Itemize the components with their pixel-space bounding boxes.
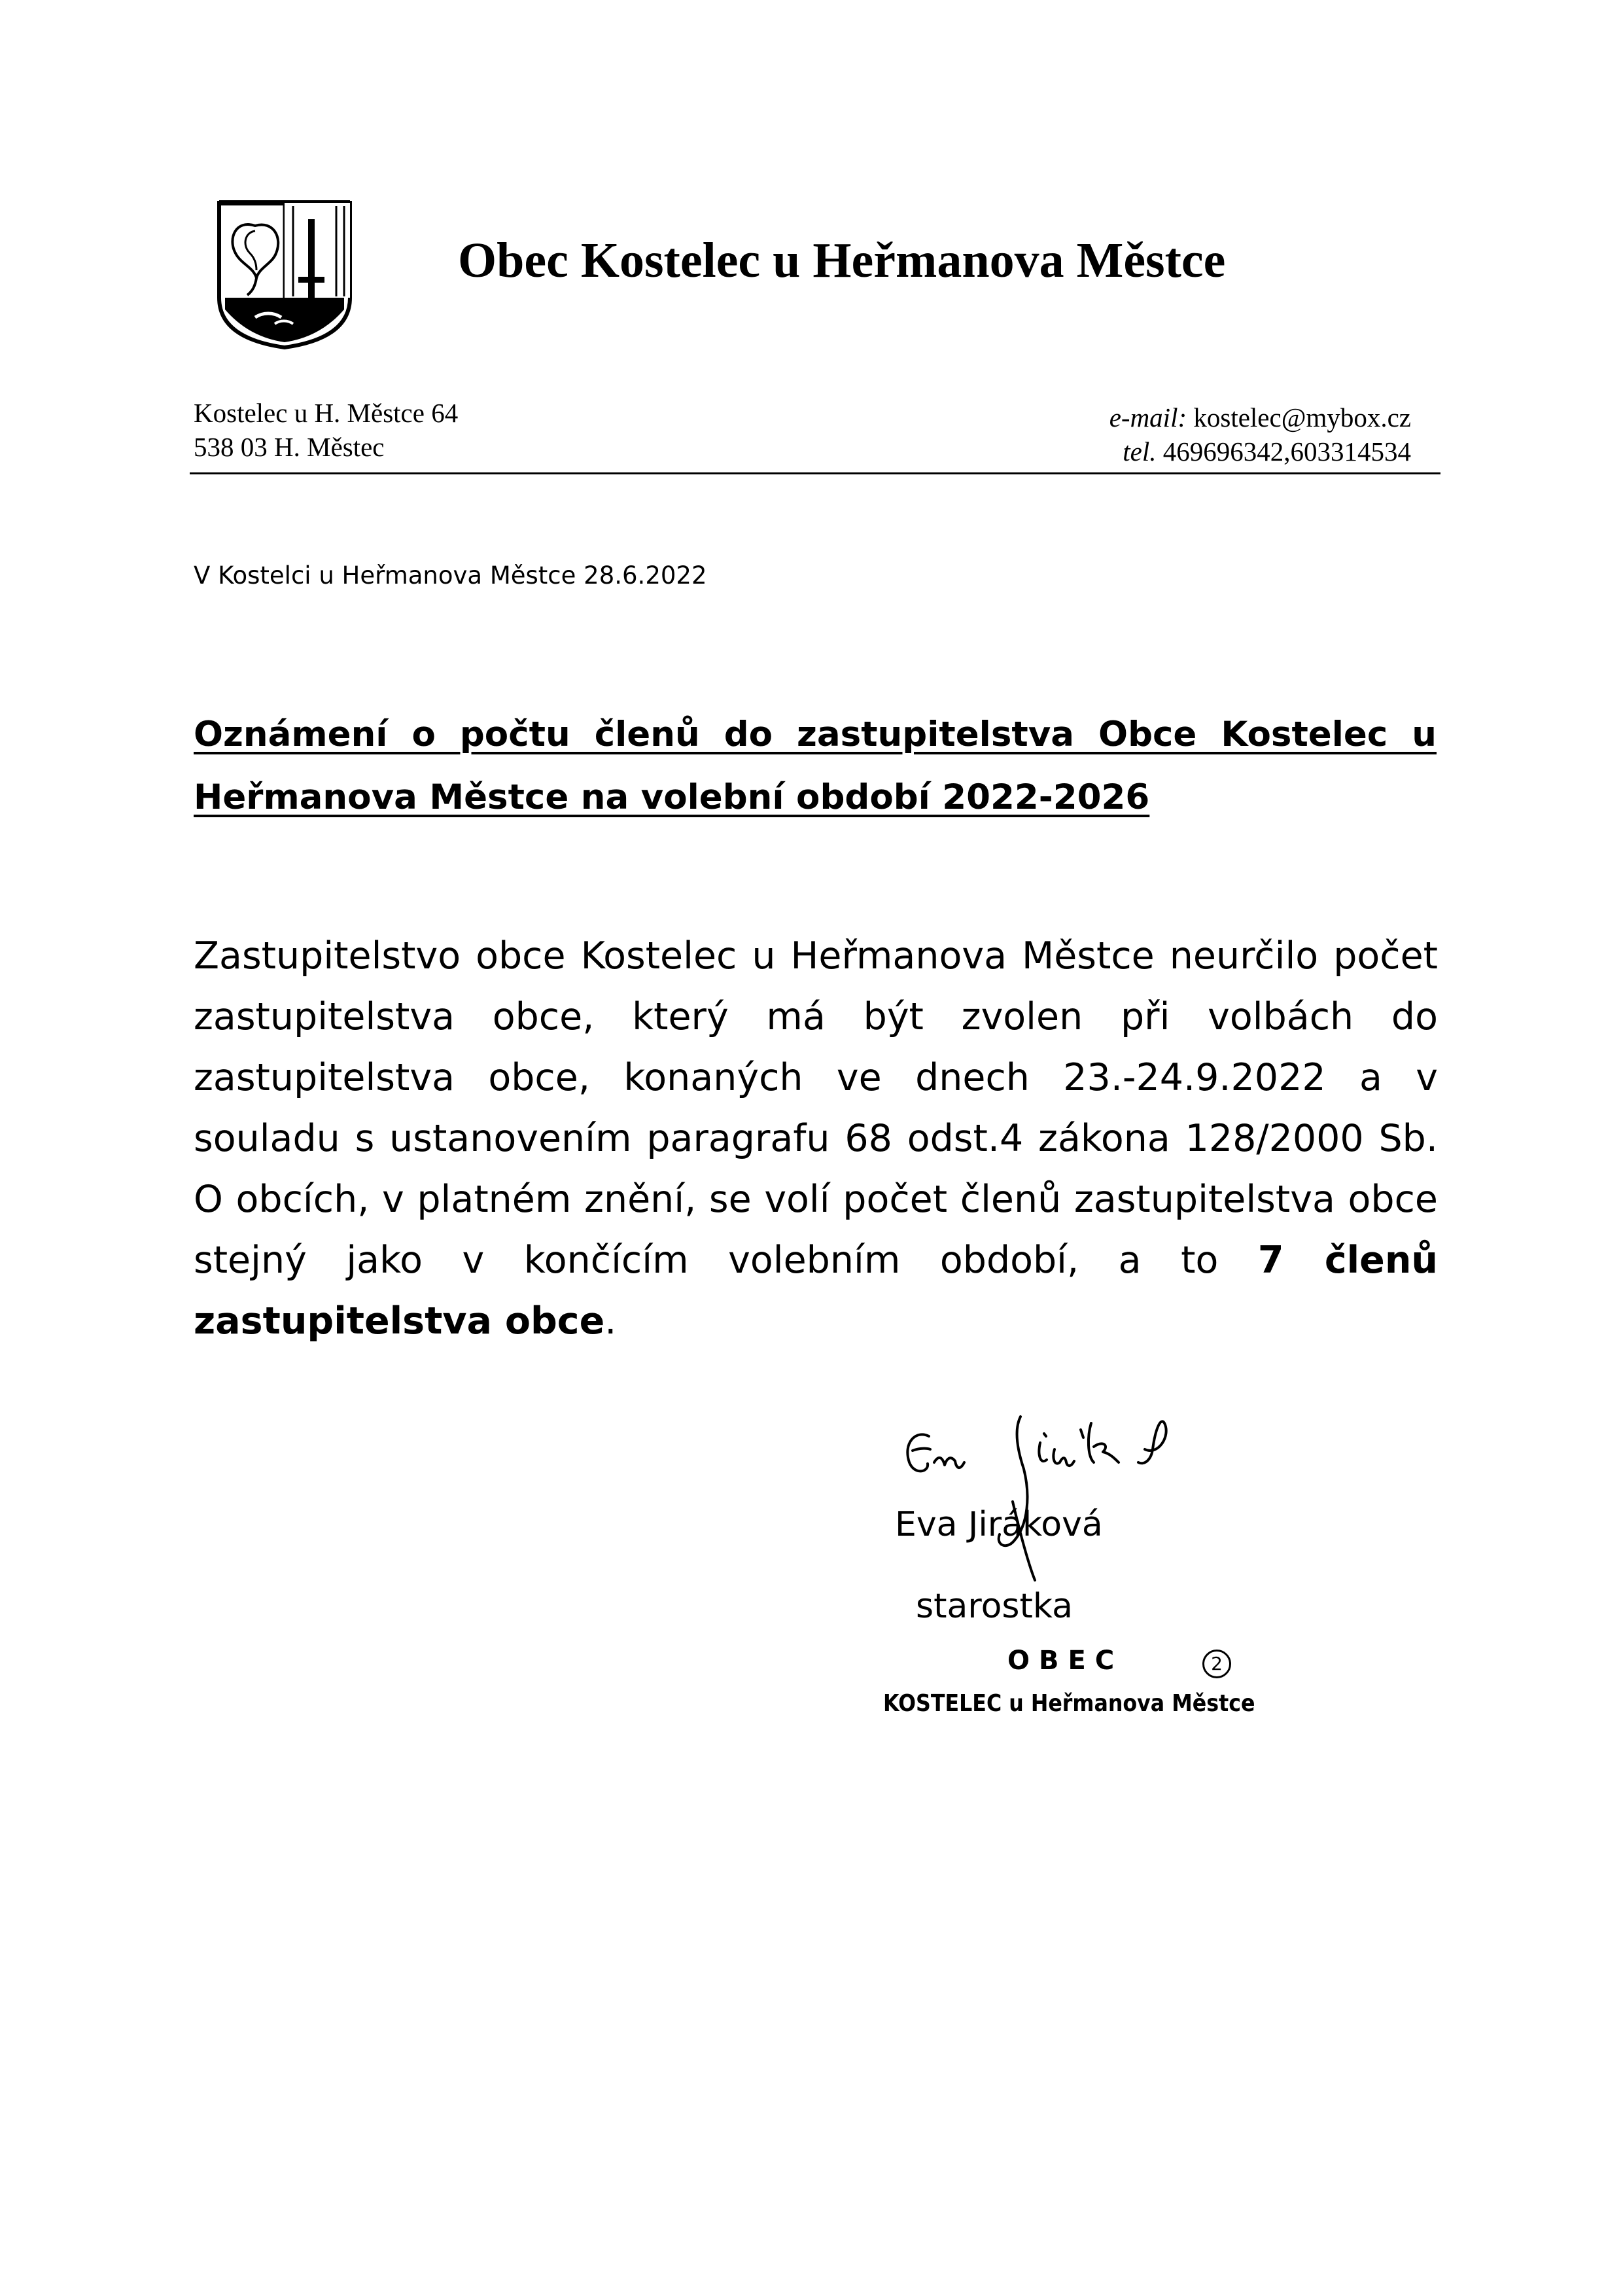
- email-address[interactable]: kostelec@mybox.cz: [1193, 402, 1411, 433]
- heading-line-1: [194, 703, 1437, 766]
- body-emphasis: 7 členů zastupitelstva obce: [194, 1239, 1438, 1343]
- body-end: .: [604, 1299, 617, 1343]
- place-and-date: V Kostelci u Heřmanova Městce 28.6.2022: [194, 561, 707, 590]
- address-line-1: Kostelec u H. Městce 64: [194, 398, 459, 428]
- phone-numbers: 469696342,603314534: [1162, 436, 1411, 467]
- email-label: e-mail:: [1109, 402, 1187, 433]
- announcement-body: [194, 926, 1438, 1352]
- official-stamp: [883, 1646, 1276, 1744]
- municipal-coat-of-arms-icon: [216, 200, 353, 350]
- postal-address: [194, 396, 458, 464]
- handwritten-signature: [883, 1410, 1315, 1587]
- address-line-2: 538 03 H. Městec: [194, 432, 385, 462]
- heading-line-2: [194, 766, 1437, 829]
- email-line: [1109, 400, 1411, 434]
- phone-line: [1109, 434, 1411, 468]
- announcement-heading: [194, 703, 1437, 829]
- stamp-line-1: OBEC: [1007, 1646, 1124, 1676]
- organization-name: Obec Kostelec u Heřmanova Městce: [458, 233, 1226, 288]
- signer-role: starostka: [916, 1587, 1073, 1626]
- contact-details: [1109, 400, 1411, 468]
- body-text: Zastupitelstvo obce Kostelec u Heřmanova Městce neurčilo počet zastupitelstva obce, který má být zvolen při volbách do zastupitelstva obce, konaných ve dnech 23.-24.9.2022 a v souladu s ustanovením paragrafu 68 odst.4 zákona 128/2000 Sb. O obcích, v platném znění, se volí počet členů zastupitelstva obce stejný jako v končícím volebním období, a to: [194, 934, 1438, 1282]
- stamp-number: 2: [1202, 1650, 1231, 1678]
- heading-line-2-text: Heřmanova Městce na volební období 2022-2026: [194, 777, 1150, 817]
- heading-line-1-text: Oznámení o počtu členů do zastupitelstva Obce Kostelec u: [194, 715, 1437, 754]
- signer-name: Eva Jiráková: [895, 1505, 1103, 1544]
- phone-label: tel.: [1123, 436, 1157, 467]
- letterhead-divider: [190, 472, 1440, 474]
- stamp-line-2: KOSTELEC u Heřmanova Městce: [883, 1690, 1255, 1717]
